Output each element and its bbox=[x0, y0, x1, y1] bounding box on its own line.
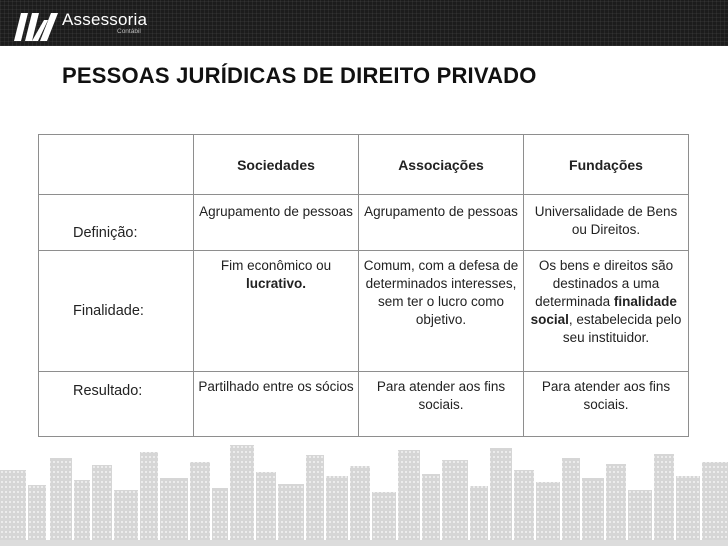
cell-finalidade-sociedades bbox=[194, 251, 359, 372]
cell-definicao-sociedades: Agrupamento de pessoas bbox=[194, 195, 359, 251]
cell-resultado-fundacoes: Para atender aos fins sociais. bbox=[524, 372, 689, 437]
cell-finalidade-sociedades-bold: lucrativo. bbox=[245, 276, 307, 291]
logo-subtitle: Contábil bbox=[117, 28, 141, 35]
city-skyline-decoration bbox=[0, 440, 728, 546]
cell-finalidade-fundacoes-pre: Os bens e direitos são destinados a uma determinada bbox=[535, 258, 674, 309]
table-header-row bbox=[39, 135, 689, 195]
column-header-fundacoes: Fundações bbox=[524, 135, 689, 195]
row-label-definicao: Definição: bbox=[39, 195, 194, 251]
row-label-resultado: Resultado: bbox=[39, 372, 194, 437]
logo-name: Assessoria bbox=[62, 10, 148, 29]
cell-finalidade-fundacoes bbox=[524, 251, 689, 372]
table-row-definicao bbox=[39, 195, 689, 251]
page-title: PESSOAS JURÍDICAS DE DIREITO PRIVADO bbox=[62, 63, 537, 88]
logo-monogram-icon bbox=[14, 8, 58, 42]
cell-finalidade-fundacoes-bold: finalidade social bbox=[530, 294, 677, 327]
row-label-finalidade: Finalidade: bbox=[39, 251, 194, 372]
header-empty-cell bbox=[39, 135, 194, 195]
cell-resultado-sociedades: Partilhado entre os sócios bbox=[194, 372, 359, 437]
cell-finalidade-associacoes: Comum, com a defesa de determinados interesses, sem ter o lucro como objetivo. bbox=[359, 251, 524, 372]
table-row-finalidade bbox=[39, 251, 689, 372]
cell-finalidade-sociedades-text: Fim econômico ou bbox=[220, 258, 332, 273]
header-bar bbox=[0, 0, 728, 46]
cell-finalidade-fundacoes-post: , estabelecida pelo seu instituidor. bbox=[562, 312, 682, 345]
cell-definicao-fundacoes: Universalidade de Bens ou Direitos. bbox=[524, 195, 689, 251]
column-header-associacoes: Associações bbox=[359, 135, 524, 195]
cell-definicao-associacoes: Agrupamento de pessoas bbox=[359, 195, 524, 251]
cell-resultado-associacoes: Para atender aos fins sociais. bbox=[359, 372, 524, 437]
table-row-resultado bbox=[39, 372, 689, 437]
column-header-sociedades: Sociedades bbox=[194, 135, 359, 195]
company-logo[interactable] bbox=[14, 6, 164, 42]
comparison-table bbox=[38, 134, 689, 437]
